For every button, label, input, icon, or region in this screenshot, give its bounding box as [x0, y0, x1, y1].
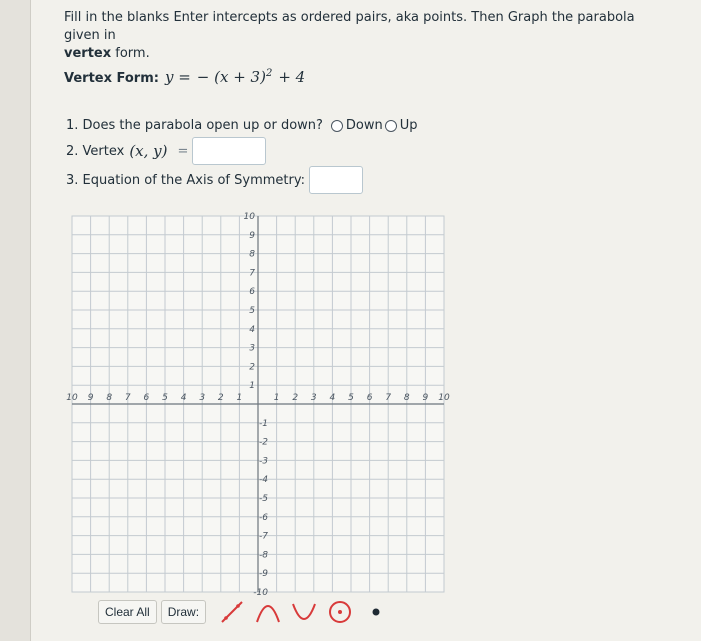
x-tick-label: 10	[438, 393, 450, 403]
y-tick-label: 6	[249, 287, 255, 298]
x-tick-label: 7	[124, 393, 131, 403]
x-tick-label: 2	[217, 393, 224, 403]
y-tick-label: 5	[249, 306, 255, 316]
line-tool-glyph	[218, 598, 246, 626]
y-tick-label: 4	[249, 324, 255, 335]
y-tick-label: 7	[249, 268, 255, 279]
point-tool-icon[interactable]	[362, 598, 390, 626]
x-tick-label: 9	[87, 393, 94, 403]
y-tick-label: -4	[259, 475, 268, 486]
equation-exponent: 2	[265, 68, 273, 79]
instructions-line2-rest: form.	[115, 46, 150, 61]
vertex-form-label: Vertex Form:	[64, 71, 159, 86]
question-2	[66, 137, 266, 165]
y-tick-label: -2	[259, 437, 268, 448]
instructions-bold-word: vertex	[64, 46, 112, 61]
x-tick-label: 1	[236, 393, 243, 403]
question-2-math: (x, y)	[129, 142, 168, 160]
equation-rhs	[197, 68, 273, 86]
x-tick-label: 3	[199, 393, 206, 403]
x-tick-label: 4	[329, 393, 336, 403]
instructions-line2	[64, 45, 674, 63]
y-tick-label: 8	[249, 249, 255, 260]
equation-rhs-text: − (x + 3)	[196, 68, 266, 86]
vertex-input[interactable]	[192, 137, 266, 165]
y-tick-label: 10	[243, 212, 255, 222]
x-tick-label: 3	[310, 393, 317, 403]
x-tick-label: 2	[292, 393, 299, 403]
draw-button[interactable]: Draw:	[161, 600, 206, 624]
line-tool-icon[interactable]	[218, 598, 246, 626]
x-tick-label: 5	[348, 393, 354, 403]
y-tick-label: -9	[259, 569, 268, 580]
circle-tool-glyph	[326, 598, 354, 626]
clear-all-button[interactable]: Clear All	[98, 600, 157, 624]
radio-down-label: Down	[345, 118, 383, 133]
y-tick-label: 2	[249, 362, 255, 373]
x-tick-label: 6	[366, 393, 373, 403]
y-tick-label: 3	[249, 343, 255, 354]
y-tick-label: -5	[259, 494, 268, 504]
equation-lhs: y =	[164, 68, 191, 86]
point-tool-glyph	[362, 598, 390, 626]
radio-down[interactable]	[331, 120, 343, 132]
parabola-down-icon[interactable]	[290, 598, 318, 626]
question-3-text: 3. Equation of the Axis of Symmetry:	[66, 172, 305, 188]
axis-of-symmetry-input[interactable]	[309, 166, 363, 194]
question-1	[66, 118, 418, 133]
equation-constant: + 4	[278, 68, 306, 86]
x-tick-label: 5	[162, 393, 168, 403]
y-tick-label: -1	[259, 418, 268, 429]
y-tick-label: -10	[253, 588, 268, 598]
y-tick-label: 9	[249, 230, 255, 241]
x-tick-label: 10	[66, 393, 78, 403]
coordinate-graph[interactable]	[66, 212, 450, 598]
parabola-up-icon[interactable]	[254, 598, 282, 626]
y-tick-label: -8	[259, 550, 268, 561]
x-tick-label: 8	[106, 393, 113, 403]
instructions-line1: Fill in the blanks Enter intercepts as ordered pairs, aka points. Then Graph the parabola given in	[64, 10, 635, 43]
question-2-equals: =	[177, 143, 189, 159]
graph-canvas[interactable]	[66, 212, 450, 598]
radio-up-label: Up	[399, 118, 418, 133]
y-tick-label: -6	[259, 512, 268, 523]
question-2-text: 2. Vertex	[66, 143, 125, 159]
radio-up[interactable]	[385, 120, 397, 132]
y-tick-label: -3	[259, 456, 268, 467]
x-tick-label: 1	[273, 393, 280, 403]
x-tick-label: 6	[143, 393, 150, 403]
question-1-text: 1. Does the parabola open up or down?	[66, 118, 323, 133]
x-tick-label: 9	[422, 393, 429, 403]
parabola-down-glyph	[290, 598, 318, 626]
y-tick-label: -7	[259, 531, 268, 542]
x-tick-label: 8	[403, 393, 410, 403]
x-tick-label: 7	[385, 393, 392, 403]
circle-tool-icon[interactable]	[326, 598, 354, 626]
draw-toolbar	[98, 598, 390, 626]
parabola-up-glyph	[254, 598, 282, 626]
vertex-form-equation	[64, 68, 305, 86]
x-tick-label: 4	[180, 393, 187, 403]
question-3	[66, 166, 363, 194]
y-tick-label: 1	[249, 381, 255, 392]
instructions	[64, 9, 674, 63]
